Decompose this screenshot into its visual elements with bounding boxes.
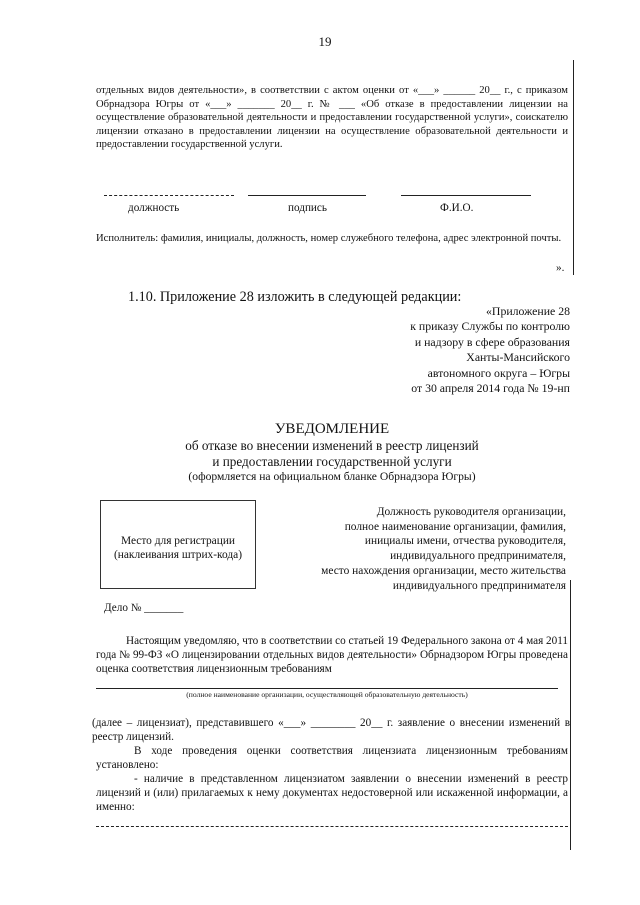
registration-box xyxy=(100,500,256,589)
assessment-paragraph: В ходе проведения оценки соответствия лицензиата лицензионным требованиям установлено: xyxy=(96,745,568,771)
margin-line-top xyxy=(573,60,574,275)
licensee-paragraph: (далее – лицензиат), представившего «___» ________ 20__ г. заявление о внесении изменений в реестр лицензий. xyxy=(92,717,570,743)
appendix-line: и надзору в сфере образования xyxy=(414,334,570,349)
margin-line-bottom xyxy=(570,580,571,850)
addressee-line: место нахождения организации, место жительства xyxy=(321,564,566,577)
case-number: Дело № _______ xyxy=(104,602,184,614)
appendix-note xyxy=(330,304,570,396)
fio-line xyxy=(401,195,531,196)
addressee-line: Должность руководителя организации, xyxy=(376,506,566,518)
closing-quote: ». xyxy=(556,262,565,274)
appendix-line: от 30 апреля 2014 года № 19-нп xyxy=(411,381,570,396)
org-name-line xyxy=(96,688,558,689)
position-line xyxy=(104,195,234,196)
appendix-line: Ханты-Мансийского xyxy=(466,350,570,365)
bullet-paragraph: - наличие в представленном лицензиатом заявлении о внесении изменений в реестр лицензий и (или) прилагаемых к нему документах недостоверной или искаженной информации, а именно: xyxy=(96,773,568,813)
intro-paragraph: отдельных видов деятельности», в соответствии с актом оценки от «___» ______ 20__ г., с приказом Обрнадзора Югры от «___» _______ 20__ г. № ___ «Об отказе в предоставлении лицензии на осуществление образовательной деятельности и предоставлении государственной услуги», соискателю лицензии отказано в предоставлении лицензии на осуществление образовательной деятельности и предоставлении государственной услуги. xyxy=(96,85,568,150)
addressee-line: инициалы имени, отчества руководителя, xyxy=(364,535,566,548)
signature-label: подпись xyxy=(288,202,327,214)
section-heading: 1.10. Приложение 28 изложить в следующей редакции: xyxy=(128,289,462,305)
addressee-line: полное наименование организации, фамилия, xyxy=(344,520,566,533)
fio-label: Ф.И.О. xyxy=(440,202,474,214)
addressee-block xyxy=(270,505,566,593)
page-number: 19 xyxy=(318,34,332,49)
notice-subtitle-3: (оформляется на официальном бланке Обрнадзора Югры) xyxy=(188,470,476,483)
details-line xyxy=(96,826,568,827)
appendix-line: «Приложение 28 xyxy=(486,304,570,318)
notice-subtitle-1: об отказе во внесении изменений в реестр лицензий xyxy=(185,438,479,453)
position-label: должность xyxy=(128,202,180,214)
notice-title: УВЕДОМЛЕНИЕ xyxy=(274,421,390,437)
org-caption: (полное наименование организации, осуществляющей образовательную деятельность) xyxy=(186,690,468,699)
addressee-line: индивидуального предпринимателя, xyxy=(390,550,566,563)
appendix-line: к приказу Службы по контролю xyxy=(410,319,570,334)
addressee-line: индивидуального предпринимателя xyxy=(392,579,566,592)
signature-line xyxy=(248,195,366,196)
notice-subtitle-2: и предоставлении государственной услуги xyxy=(212,454,452,469)
registration-box-label: Место для регистрации xyxy=(120,535,236,547)
body-paragraph: Настоящим уведомляю, что в соответствии со статьей 19 Федерального закона от 4 мая 2011 года № 99-ФЗ «О лицензировании отдельных видов деятельности» Обрнадзором Югры проведена оценка соответствия лицензионным требованиям xyxy=(96,635,568,675)
registration-box-note: (наклеивания штрих-кода) xyxy=(113,549,242,561)
executor-text: Исполнитель: фамилия, инициалы, должность, номер служебного телефона, адрес электронной почты. xyxy=(96,233,562,244)
appendix-line: автономного округа – Югры xyxy=(427,365,570,380)
